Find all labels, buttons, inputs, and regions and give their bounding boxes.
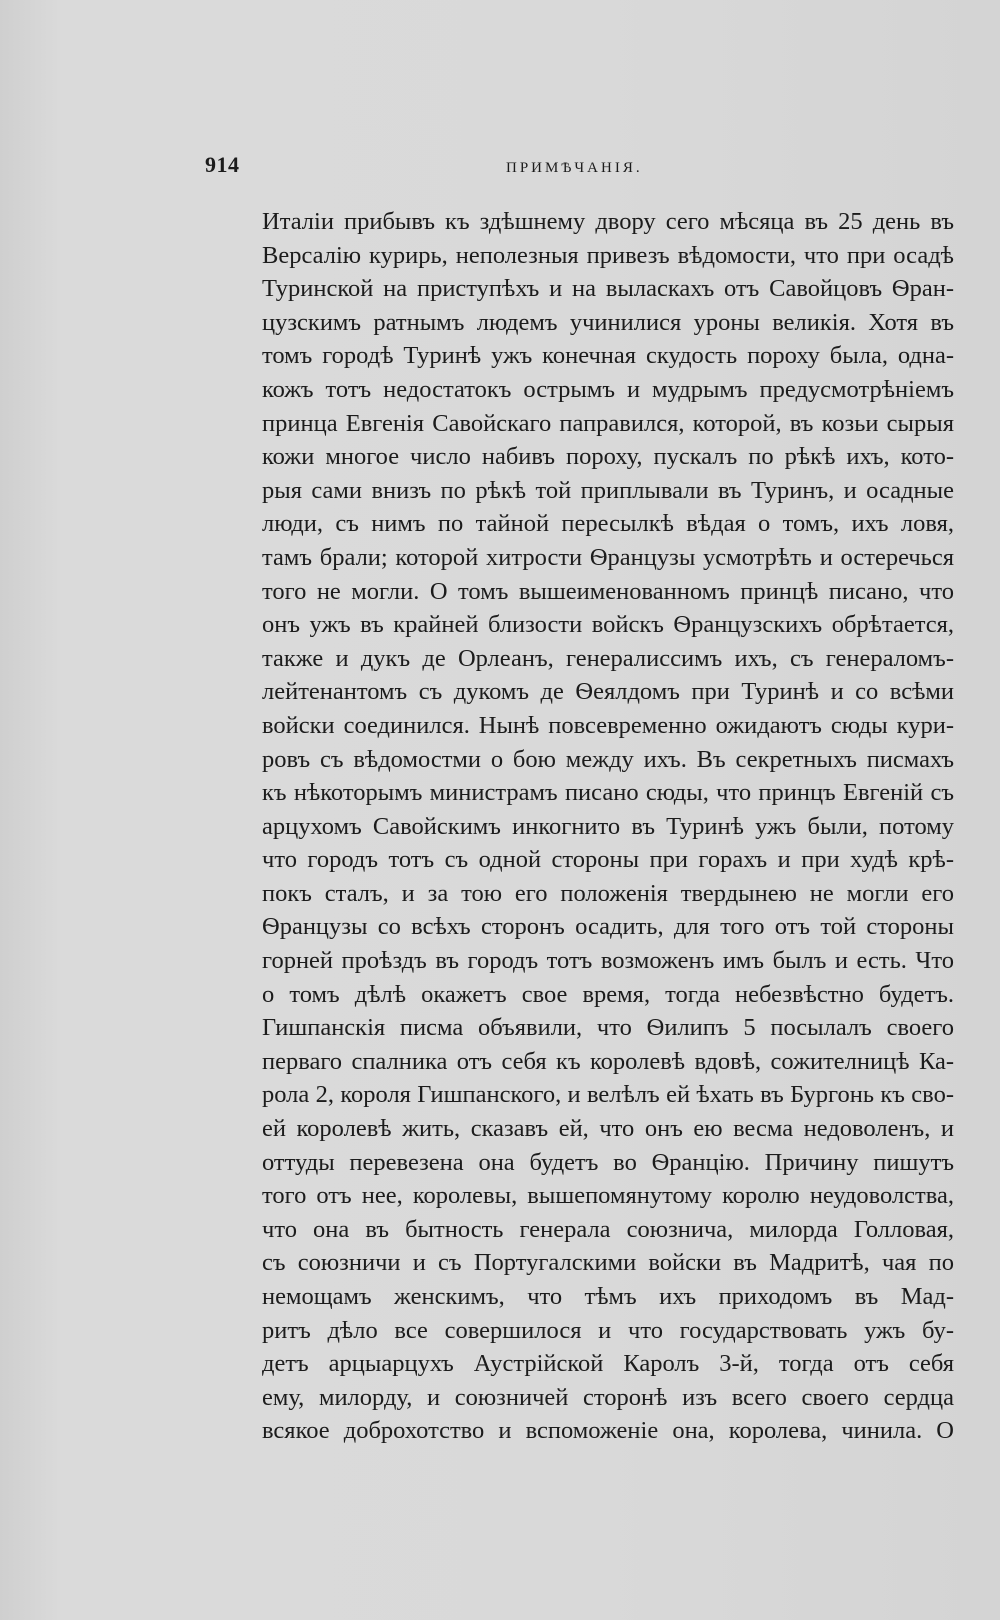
text-line: Туринской на приступѣхъ и на выласкахъ отъ Савойцовъ Ѳран-	[262, 275, 954, 303]
running-title: ПРИМѢЧАНІЯ.	[506, 160, 643, 176]
text-line: горней проѣздъ въ городъ тотъ возможенъ имъ былъ и есть. Что	[262, 947, 954, 975]
text-line: рыя сами внизъ по рѣкѣ той приплывали въ Туринъ, и осадные	[262, 476, 954, 504]
text-line: лейтенантомъ съ дукомъ де Ѳеялдомъ при Туринѣ и со всѣми	[262, 678, 954, 706]
text-line: къ нѣкоторымъ министрамъ писано сюды, что принцъ Евгеній съ	[262, 779, 954, 807]
text-line: всякое доброхотство и вспоможеніе она, королева, чинила. О	[262, 1417, 954, 1445]
page-number: 914	[205, 152, 240, 177]
text-line: детъ арцыарцухъ Аустрійской Каролъ 3-й, тогда отъ себя	[262, 1350, 954, 1378]
text-line: съ союзничи и съ Португалскими войски въ Мадритѣ, чая по	[262, 1249, 954, 1277]
text-line: ритъ дѣло все совершилося и что государствовать ужъ бу-	[262, 1316, 954, 1344]
text-line: покъ сталъ, и за тою его положенія твердынею не могли его	[262, 879, 954, 907]
text-line: о томъ дѣлѣ окажетъ свое время, тогда небезвѣстно будетъ.	[262, 980, 954, 1008]
text-line: цузскимъ ратнымъ людемъ учинилися уроны великія. Хотя въ	[262, 308, 954, 336]
text-line: того отъ нее, королевы, вышепомянутому королю неудоволства,	[262, 1182, 954, 1210]
text-line: Гишпанскія писма объявили, что Ѳилипъ 5 посылалъ своего	[262, 1014, 954, 1042]
text-line: рола 2, короля Гишпанского, и велѣлъ ей ѣхать въ Бургонь къ сво-	[262, 1081, 954, 1109]
text-line: арцухомъ Савойскимъ инкогнито въ Туринѣ ужъ были, потому	[262, 812, 954, 840]
text-line: Италіи прибывъ къ здѣшнему двору сего мѣсяца въ 25 день въ	[262, 208, 954, 235]
text-line: Версалію курирь, неполезныя привезъ вѣдомости, что при осадѣ	[262, 241, 954, 269]
text-line: оттуды перевезена она будетъ во Ѳранцію. Причину пишутъ	[262, 1148, 954, 1176]
text-line: перваго спалника отъ себя къ королевѣ вдовѣ, сожителницѣ Ка-	[262, 1047, 954, 1075]
text-line: войски соединился. Нынѣ повсевременно ожидаютъ сюды кури-	[262, 711, 954, 739]
text-line: также и дукъ де Орлеанъ, генералиссимъ ихъ, съ генераломъ-	[262, 644, 954, 672]
text-line: томъ городѣ Туринѣ ужъ конечная скудость пороху была, одна-	[262, 342, 954, 370]
text-line: онъ ужъ въ крайней близости войскъ Ѳранцузскихъ обрѣтается,	[262, 611, 954, 639]
text-line: принца Евгенія Савойскаго паправился, которой, въ козьи сырыя	[262, 409, 954, 437]
text-line: Ѳранцузы со всѣхъ сторонъ осадить, для того отъ той стороны	[262, 913, 954, 941]
text-line: кожи многое число набивъ пороху, пускалъ по рѣкѣ ихъ, кото-	[262, 443, 954, 471]
text-line: люди, съ нимъ по тайной пересылкѣ вѣдая о томъ, ихъ ловя,	[262, 510, 954, 538]
text-line: ему, милорду, и союзничей сторонѣ изъ всего своего сердца	[262, 1383, 954, 1411]
text-line: что городъ тотъ съ одной стороны при горахъ и при худѣ крѣ-	[262, 846, 954, 874]
text-line: ей королевѣ жить, сказавъ ей, что онъ ею весма недоволенъ, и	[262, 1115, 954, 1143]
text-line: того не могли. О томъ вышеименованномъ принцѣ писано, что	[262, 577, 954, 605]
text-line: немощамъ женскимъ, что тѣмъ ихъ приходомъ въ Мад-	[262, 1283, 954, 1310]
text-line: ровъ съ вѣдомостми о бою между ихъ. Въ секретныхъ писмахъ	[262, 745, 954, 773]
text-line: кожъ тотъ недостатокъ острымъ и мудрымъ предусмотрѣніемъ	[262, 375, 954, 403]
text-line: тамъ брали; которой хитрости Ѳранцузы усмотрѣть и остеречься	[262, 543, 954, 571]
text-line: что она въ бытность генерала союзнича, милорда Голловая,	[262, 1215, 954, 1243]
body-text	[262, 205, 954, 1448]
